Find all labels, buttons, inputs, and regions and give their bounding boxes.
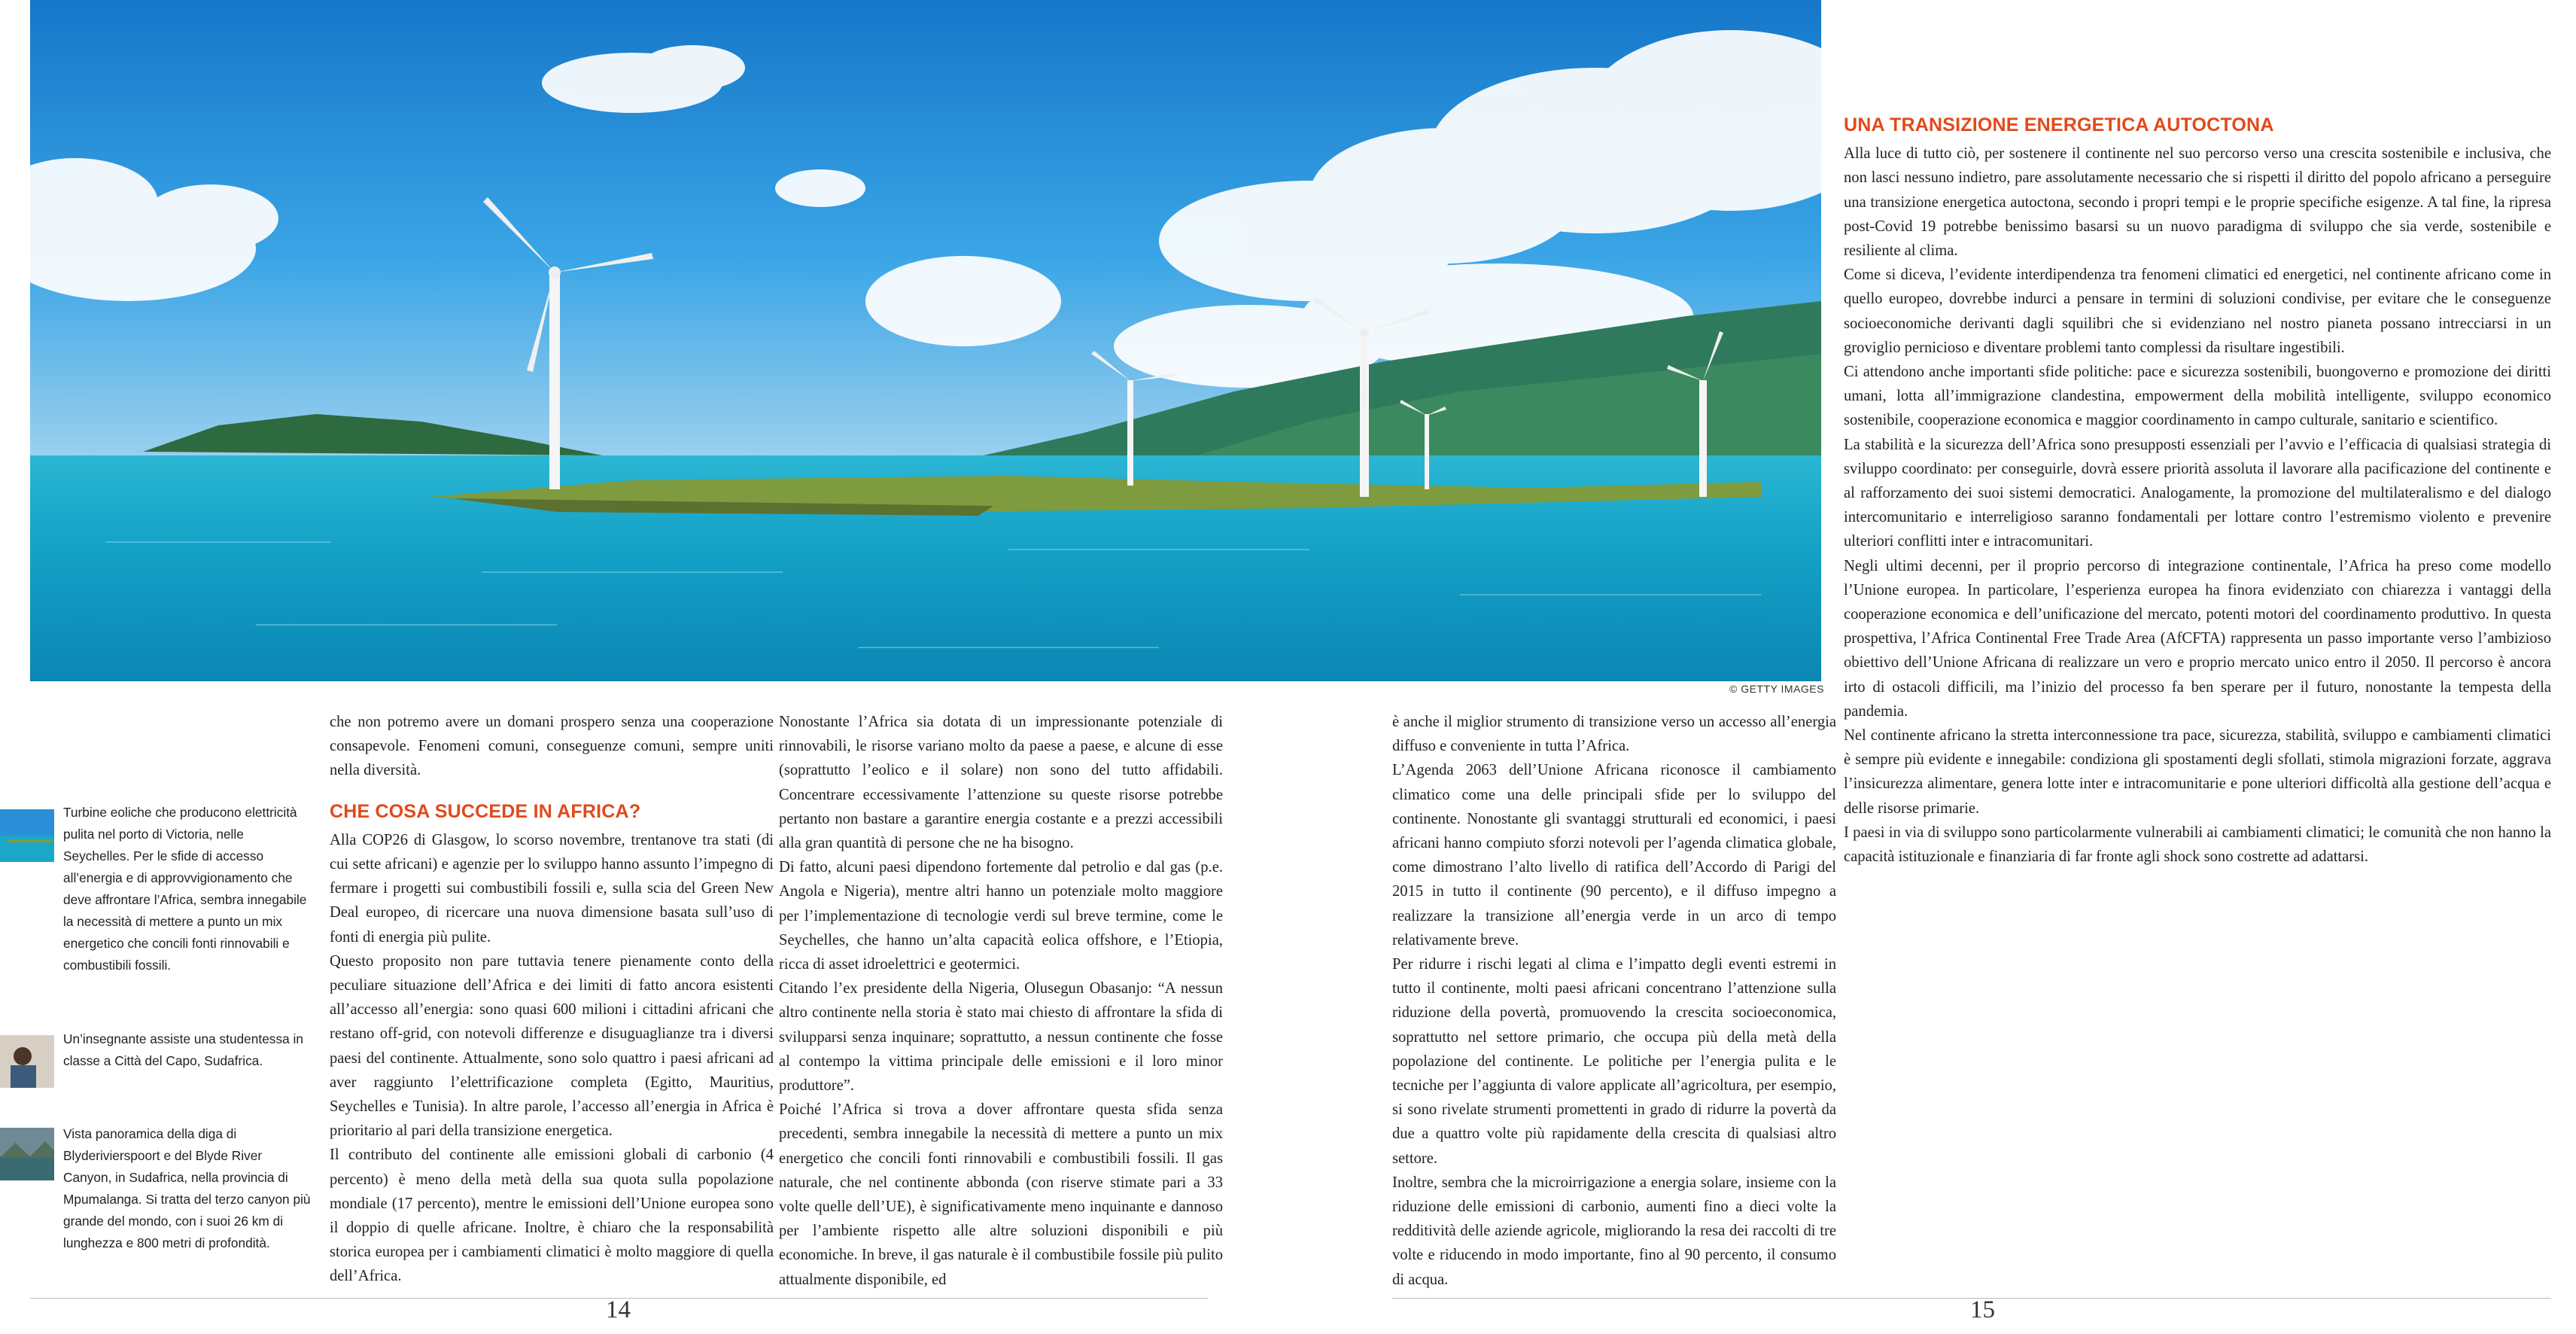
paragraph: L’Agenda 2063 dell’Unione Africana riconosce il cambiamento climatico come una delle principali sfide per lo sviluppo del continente. Nonostante gli svantaggi strutturali ed economici, i paesi africani hanno compiuto sforzi notevoli per l’agenda climatica globale, come dimostrano l’alto livello di ratifica dell’Accordo di Parigi del 2015 in tutto il continente (90 percento), e il diffuso impegno a realizzare la transizione all’energia verde in un arco di tempo relativamente breve. xyxy=(1392,762,1836,949)
page-number-right: 15 xyxy=(1970,1296,1995,1323)
paragraph: Ci attendono anche importanti sfide politiche: pace e sicurezza sostenibili, buongoverno e promozione dei diritti umani, lotta all’immigrazione clandestina, empowerment della mobilità intelligente, sviluppo economico sostenibile, cooperazione economica e maggior coordinamento in campo culturale, sanitario e scientifico. xyxy=(1844,364,2551,429)
caption-turbines: Turbine eoliche che producono elettricità pulita nel porto di Victoria, nelle Seychelles. Per le sfide di accesso all’energia e di approvvigionamento che deve affrontare l’Africa, sembra innegabile la necessità di mettere a punto un mix energetico che concili fonti rinnovabili e combustibili fossili. xyxy=(63,805,307,973)
paragraph: Di fatto, alcuni paesi dipendono fortemente dal petrolio e dal gas (p.e. Angola e Nigeria), mentre altri hanno un potenziale molto maggiore per l’implementazione di tecnologie verdi sul breve termine, come le Seychelles, che hanno un’alta capacità eolica offshore, e l’Etiopia, ricca di asset idroelettrici e geotermici. xyxy=(779,859,1223,973)
paragraph: La stabilità e la sicurezza dell’Africa sono presupposti essenziali per l’avvio e l’efficacia di qualsiasi strategia di sviluppo coordinato: per conseguirle, dovrà essere priorità assoluta il lavorare alla pacificazione del continente e al rafforzamento dei suoi sistemi democratici. Analogamente, la promozione del multilateralismo e del dialogo intercomunitario e interreligioso saranno fondamentali per lottare contro l’estremismo violento e prevenire ulteriori conflitti inter e intracomunitari. xyxy=(1844,436,2551,550)
right-page-column-2 xyxy=(1844,113,2551,869)
paragraph: Questo proposito non pare tuttavia tenere pienamente conto della peculiare situazione dell’Africa e dei limiti di fatto ancora esistenti all’accesso all’energia: sono quasi 600 milioni i cittadini africani che restano off-grid, con notevoli differenze e disuguaglianze tra i diversi paesi del continente. Attualmente, sono solo quattro i paesi africani ad aver raggiunto l’elettrificazione completa (Egitto, Mauritius, Seychelles e Tunisia). In altre parole, l’accesso all’energia in Africa è prioritario al pari della transizione energetica. xyxy=(330,952,774,1140)
left-page-column-1 xyxy=(330,710,774,1289)
paragraph: Negli ultimi decenni, per il proprio percorso di integrazione continentale, l’Africa ha preso come modello l’Unione europea. In particolare, l’esperienza europea ha finora evidenziato con chiarezza i vantaggi della cooperazione economica e dell’unificazione del mercato, potenti motori del coordinamento produttivo. In questa prospettiva, l’Africa Continental Free Trade Area (AfCFTA) rappresenta un passo importante verso l’ambizioso obiettivo dell’Unione Africana di realizzare un vero e proprio mercato unico entro il 2050. Il percorso è ancora irto di ostacoli difficili, ma l’inizio del processo fa ben sperare per il futuro, nonostante la tempesta della pandemia. xyxy=(1844,557,2551,720)
photo-credit: © GETTY IMAGES xyxy=(1729,683,1824,695)
section-heading: CHE COSA SUCCEDE IN AFRICA? xyxy=(330,800,641,822)
paragraph: Alla COP26 di Glasgow, lo scorso novembre, trentanove tra stati (di cui sette africani) e agenzie per lo sviluppo hanno assunto l’impegno di fermare i progetti sui combustibili fossili e, sulla scia del Green New Deal europeo, di ricercare una nuova dimensione basata sull’uso di fonti di energia più pulite. xyxy=(330,831,774,946)
paragraph: Il contributo del continente alle emissioni globali di carbonio (4 percento) è meno della metà della sua quota sulla popolazione mondiale (17 percento), mentre le emissioni dell’Unione europea sono il doppio di quelle africane. Inoltre, è chiaro che la responsabilità storica europea per i cambiamenti climatici è molto maggiore di quella dell’Africa. xyxy=(330,1147,774,1285)
caption-thumbnail-canyon xyxy=(0,1128,54,1180)
caption-classroom: Un’insegnante assiste una studentessa in classe a Città del Capo, Sudafrica. xyxy=(63,1031,303,1068)
paragraph: che non potremo avere un domani prospero senza una cooperazione consapevole. Fenomeni comuni, conseguenze comuni, sempre uniti nella diversità. xyxy=(330,714,774,779)
photo-illustration xyxy=(30,0,1821,681)
paragraph: Per ridurre i rischi legati al clima e l’impatto degli eventi estremi in tutto il continente, molti paesi africani concentrano l’attenzione sulla riduzione della povertà, promuovendo la crescita socioeconomica, soprattutto nel settore primario, che occupa più della metà della popolazione del continente. Le politiche per l’energia pulita e le tecniche per l’aggiunta di valore applicate all’agricoltura, per esempio, si sono rivelate strumenti promettenti in grado di ridurre la povertà da due a quattro volte più rapidamente della crescita di qualsiasi altro settore. xyxy=(1392,956,1836,1167)
caption-canyon: Vista panoramica della diga di Blyderivierspoort e del Blyde River Canyon, in Sudafrica, nella provincia di Mpumalanga. Si tratta del terzo canyon più grande del mondo, con i suoi 26 km di lunghezza e 800 metri di profondità. xyxy=(63,1126,311,1250)
hero-photo-wind-turbines xyxy=(30,0,1821,681)
paragraph: Inoltre, sembra che la microirrigazione a energia solare, insieme con la riduzione delle emissioni di carbonio, aumenti fino a dieci volte la redditività delle aziende agricole, migliorando la resa dei raccolti di tre volte e riducendo in modo importante, fino al 90 percento, il consumo di acqua. xyxy=(1392,1174,1836,1288)
paragraph: Alla luce di tutto ciò, per sostenere il continente nel suo percorso verso una crescita sostenibile e inclusiva, che non lasci nessuno indietro, pare assolutamente necessario che si rispetti il diritto del popolo africano a perseguire una transizione energetica autoctona, secondo i propri tempi e le proprie specifiche esigenze. A tal fine, la ripresa post-Covid 19 potrebbe benissimo basarsi su un nuovo paradigma di sviluppo che sia verde, sostenibile e resiliente al clima. xyxy=(1844,145,2551,260)
paragraph: Nel continente africano la stretta interconnessione tra pace, sicurezza, stabilità, sviluppo e cambiamenti climatici è sempre più evidente e innegabile: condiziona gli spostamenti degli sfollati, stimola migrazioni forzate, aggrava l’insicurezza alimentare, genera lotte inter e intracomunitarie e pone ulteriori difficoltà alla gestione dell’acqua e delle risorse primarie. xyxy=(1844,727,2551,817)
right-page-column-1 xyxy=(1392,710,1836,1292)
paragraph: Poiché l’Africa si trova a dover affrontare questa sfida senza precedenti, sembra innegabile la necessità di mettere a punto un mix energetico che concili fonti rinnovabili e combustibili fossili. Il gas naturale, che nel continente abbonda (con riserve stimate pari a 33 volte quelle dell’UE), è significativamente meno inquinante e dannoso per l’ambiente rispetto alle altre soluzioni disponibili e più economiche. In breve, il gas naturale è il combustibile fossile più pulito attualmente disponibile, ed xyxy=(779,1101,1223,1288)
left-page-column-2 xyxy=(779,710,1223,1292)
caption-thumbnail-classroom xyxy=(0,1035,54,1088)
paragraph: Nonostante l’Africa sia dotata di un impressionante potenziale di rinnovabili, le risorse variano molto da paese a paese, e alcune di esse (soprattutto l’eolico e il solare) non sono del tutto affidabili. Concentrare eccessivamente l’attenzione su queste risorse potrebbe pertanto non bastare a garantire energia costante e a prezzi accessibili alla gran quantità di persone che ne ha bisogno. xyxy=(779,714,1223,852)
page-number-left: 14 xyxy=(606,1296,631,1323)
paragraph: I paesi in via di sviluppo sono particolarmente vulnerabili ai cambiamenti climatici; le comunità che non hanno la capacità istituzionale e finanziaria di far fronte agli shock sono costrette ad adattarsi. xyxy=(1844,824,2551,866)
paragraph: è anche il miglior strumento di transizione verso un accesso all’energia diffuso e conveniente in tutta l’Africa. xyxy=(1392,714,1836,755)
section-heading: UNA TRANSIZIONE ENERGETICA AUTOCTONA xyxy=(1844,114,2274,136)
paragraph: Citando l’ex presidente della Nigeria, Olusegun Obasanjo: “A nessun altro continente nella storia è stato mai chiesto di affrontare la sfida di svilupparsi senza inquinare; soprattutto, a nessun continente che fosse al contempo la vittima principale delle emissioni e il loro minor produttore”. xyxy=(779,980,1223,1095)
paragraph: Come si diceva, l’evidente interdipendenza tra fenomeni climatici ed energetici, nel continente africano come in quello europeo, dovrebbe indurci a pensare in termini di soluzioni condivise, per evitare che le conseguenze socioeconomiche derivanti dagli squilibri che si evidenziano nel nostro pianeta possano intrecciarsi in un groviglio pernicioso e diventare problemi tanto complessi da risultare ingestibili. xyxy=(1844,266,2551,356)
caption-thumbnail-turbines xyxy=(0,809,54,862)
